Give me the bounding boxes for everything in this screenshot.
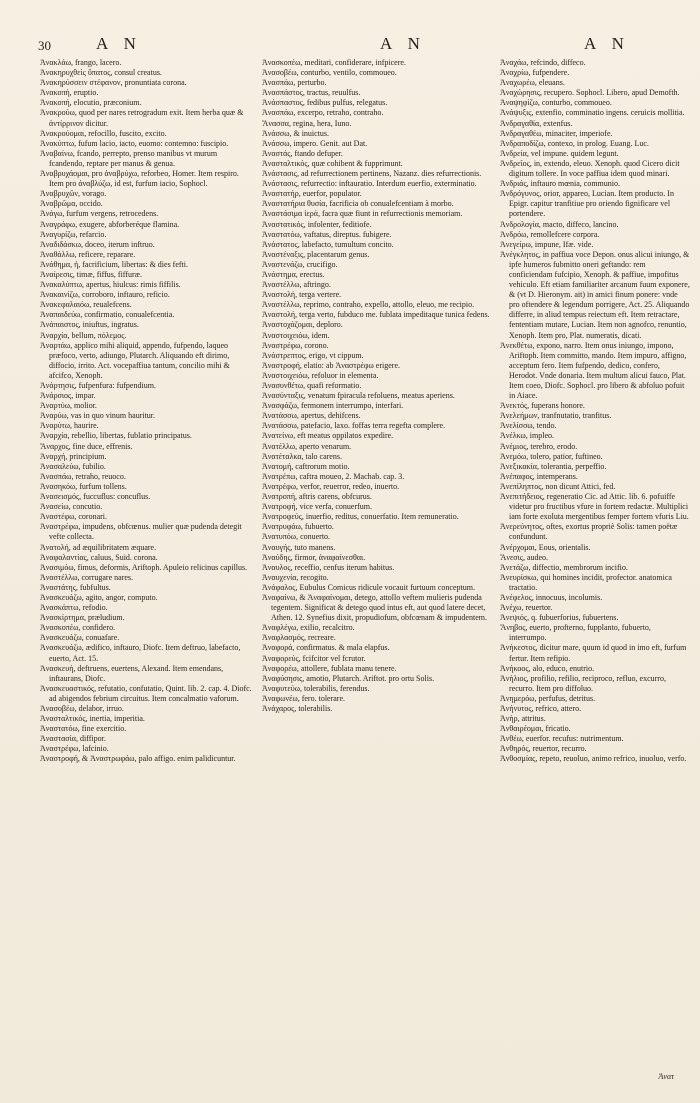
dictionary-entry: Ἀνακηρύσσειν στέφανον, pronuntiata corona.: [40, 78, 187, 88]
dictionary-entry: Ἀνάστατος, labefacto, tumultum concito.: [262, 239, 394, 249]
dictionary-entry: Ἀνετάζω, diffectio, membrorum incifio.: [500, 562, 628, 572]
dictionary-entry: Ἀναυγής, tuto manens.: [262, 542, 336, 552]
dictionary-entry: Ἀνάσπαστος, fedibus pulfus, relegatus.: [262, 98, 388, 108]
dictionary-entry: Ἀνέγκλητος, in paffiua voce Depon. onus alicui iniungo, & ipfe humeros fubmitto oneri geftando: rem conficiendam fufcipio, Xenoph. & paffiue, impofitus vehiculo. Eft etiam familiariter arcanum fuum exponere, & (vt D. Hieronym. ait) in amici finum ponere: vnde pro oftendere & legendum porrigere, Act. 25. Aliquando differre, in aliud tempus reiectum eft. Item retractare, fententiam mutare, Lucian. Item non agnofco, renuntio, Xenoph. Item pro, Plat. numeratis, dicati.: [500, 249, 690, 340]
catchword: Ἀνατ: [658, 1072, 674, 1081]
dictionary-entry: Ἀναστασία, diffipor.: [40, 734, 106, 744]
dictionary-entry: Ἀναστάτης, fubfultus.: [40, 582, 111, 592]
column-1: [40, 58, 254, 1078]
dictionary-entry: Ἀνδρόγυνος, orior, appareo, Lucian. Item producto. In Epigr. capitur tranfitiue pro oriendo fignificare vel portendere.: [500, 189, 674, 219]
dictionary-entry: Ἀναστοιχειόω, refoluor in elementa.: [262, 370, 379, 380]
dictionary-entry: Ἀνερεύνητος, oftes, exortus propriè Solis: tamen poëtæ confundunt.: [500, 522, 678, 542]
dictionary-entry: Ἀναφλασμός, recreare.: [262, 633, 336, 643]
dictionary-entry: Ἀνήνυτος, refrico, attero.: [500, 704, 582, 713]
dictionary-entry: Ἀναυχενία, recogito.: [262, 572, 329, 582]
dictionary-entry: Ἀναρχία, bellum, πόλεμος.: [40, 330, 127, 340]
dictionary-entry: Ἀνευρίσκω, qui homines incidit, profector. anatomica tractatio.: [500, 572, 672, 592]
dictionary-entry: Ἀναστάσιμα ἱερά, facra quæ fiunt in refurrectionis memoriam.: [262, 209, 463, 219]
dictionary-entry: Ἀναθάλλω, reficere, reparare.: [40, 249, 136, 259]
dictionary-entry: Ἀνατάσσω, patefacio, laxo. foffas terra regefta complere.: [262, 421, 446, 431]
dictionary-entry: Ἄνηβος, euerto, profterno, fupplanto, fubuerto, interrumpo.: [500, 623, 651, 643]
dictionary-entry: Ἀνασκευάζω, conuafare.: [40, 633, 120, 643]
dictionary-entry: Ἀναρύτω, haurire.: [40, 421, 99, 431]
dictionary-entry: Ἀνάστρεπτος, erigo, vt cippum.: [262, 350, 364, 360]
dictionary-entry: Ἀναφυτεύω, tolerabilis, ferendus.: [262, 683, 370, 693]
dictionary-entry: Ἀνατροπή, aftris carens, obfcurus.: [262, 492, 372, 502]
dictionary-entry: Ἀνατρέπω, caftra moueo, 2. Machab. cap. 3.: [262, 471, 405, 481]
dictionary-entry: Ἀναστοιχειόω, idem.: [262, 330, 330, 340]
dictionary-entry: Ἀνακρούω, quod per nares retrogradum exit. Item herba quæ & ἀντίρρινον dicitur.: [40, 108, 244, 128]
dictionary-entry: Ἀνδραποδίζω, contexo, in prolog. Euang. Luc.: [500, 138, 649, 148]
dictionary-entry: Ἀναστατήρ, euerfor, populator.: [262, 189, 362, 199]
dictionary-entry: Ἀνατυπόω, conuerto.: [262, 532, 331, 542]
dictionary-entry: Ἀναφορέω, attollere, fublata manu tenere.: [262, 663, 397, 673]
dictionary-entry: Ἀνασπάω, excerpo, retraho, contraho.: [262, 108, 384, 118]
dictionary-entry: Ἀνασκίρτημα, præludium.: [40, 613, 125, 623]
dictionary-entry: Ἄνεσις, audeo.: [500, 552, 549, 562]
dictionary-entry: Ἀνασεισμός, fuccuflus: concuflus.: [40, 492, 151, 502]
dictionary-entry: Ἀναγράφω, exugere, abforberéque flamina.: [40, 219, 180, 229]
dictionary-entry: Ἀναφαλαντίας, caluus, Suid. corona.: [40, 552, 158, 562]
dictionary-entry: Ἀνακρούομαι, refocillo, fuscito, excito.: [40, 128, 167, 138]
dictionary-entry: Ἀναστέλλω, aftringo.: [262, 280, 331, 290]
dictionary-entry: Ἀνασκευάζω, agito, angor, computo.: [40, 592, 158, 602]
dictionary-entry: Ἀνημερόω, perfufus, detritus.: [500, 693, 596, 703]
dictionary-entry: Ἀναστέφω, coronari.: [40, 512, 108, 522]
dictionary-entry: Ἀναστάς, ftando defuper.: [262, 148, 343, 158]
column-3: [500, 58, 690, 1078]
dictionary-entry: Ἀνθοσμίας, repeto, reuoluo, animo refrico, inuoluo, verfo.: [500, 754, 687, 764]
dictionary-entry: Ἀνατομή, caftrorum motio.: [262, 461, 350, 471]
headword-center: A N: [380, 34, 426, 53]
dictionary-entry: Ἀναστολή, terga verto, fubduco me. fublata impeditaque tunica fedens.: [262, 310, 490, 320]
dictionary-entry: Ἀνέφελος, innocuus, incolumis.: [500, 592, 603, 602]
dictionary-entry: Ἀναγυρίζω, refarcio.: [40, 229, 107, 239]
dictionary-entry: Ἀνασκάπτω, refodio.: [40, 603, 108, 613]
dictionary-entry: Ἀνάφαλος, Eubulus Comicus ridicule vocauit furtuum conceptum.: [262, 582, 475, 592]
dictionary-entry: Ἀναρχή, principium.: [40, 451, 107, 461]
dictionary-entry: Ἀνδρεῖος, in, extendo, eleuo. Xenoph. quod Cicero dicit digitum tollere. In voce paffiua idem quod minari.: [500, 158, 680, 179]
dictionary-entry: Ἀνδρεία, vel impune. quidem legunt.: [500, 148, 619, 158]
dictionary-entry: Ἀνδραγαθία, extenfus.: [500, 118, 573, 128]
dictionary-entry: Ἀναστατόω, vaftatus, direptus. fubigere.: [262, 229, 392, 239]
dictionary-entry: Ἀνθέω, euerfor. recufus: nutrimentum.: [500, 734, 624, 744]
dictionary-entry: Ἀνήλιος, profilio, refilio, reciproco, refluo, excurro, recurro. Item pro diffoluo.: [500, 673, 666, 693]
dictionary-entry: Ἀνακύπτω, fufum lacio, iacto, euomo: contemno: fuscipio.: [40, 138, 229, 148]
dictionary-entry: Ἀνακεφαλαιόω, reualefcens.: [40, 300, 132, 310]
dictionary-entry: Ἀνάγω, furfum vergens, retrocedens.: [40, 209, 159, 219]
dictionary-entry: Ἀνακαλύπτω, apertus, hiulcus: rimis fiffilis.: [40, 280, 181, 290]
dictionary-entry: Ἀναβρῶμα, occido.: [40, 199, 103, 209]
dictionary-entry: Ἀνασηκόω, furfum tollens.: [40, 481, 127, 491]
dictionary-entry: Ἀναβρυχῶν, vorago.: [40, 189, 107, 199]
dictionary-entry: Ἀνεκτός, fuperans honore.: [500, 401, 585, 411]
dictionary-entry: Ἀνεψιός, q. fubuerforius, fubuertens.: [500, 613, 619, 623]
dictionary-entry: Ἀναχάω, refcindo, diffeco.: [500, 58, 586, 67]
dictionary-entry: Ἀνδριάς, inftauro mœnia, communio.: [500, 179, 620, 189]
dictionary-entry: Ἀνασκευαστικός, refutatio, confutatio, Quint. lib. 2. cap. 4. Diofc. ad abigendos febrium circuitus. Item concalmatio vaforum.: [40, 683, 252, 703]
dictionary-entry: Ἀνάθημα, ἡ, facrificium, libertas: & dies fefti.: [40, 259, 189, 269]
column-2: [262, 58, 494, 1078]
dictionary-entry: Ἀνασταλτικός, inertia, imperitia.: [40, 714, 145, 724]
dictionary-entry: Ἀναπαιδεύω, confirmatio, conualefcentia.: [40, 310, 175, 320]
dictionary-entry: Ἀναυλος, receffio, cenfus iterum habitus.: [262, 562, 395, 572]
dictionary-entry: Ἀναφορεύς, fcifcitor vel fcrutor.: [262, 653, 366, 663]
dictionary-entry: Ἀνασείω, concutio.: [40, 502, 103, 512]
headword-left: A N: [96, 34, 142, 53]
dictionary-entry: Ἀναδιδάσκω, doceo, iterum inftruo.: [40, 239, 155, 249]
dictionary-entry: Ἀνεπίληπτος, non dicunt Attici, fed.: [500, 481, 616, 491]
dictionary-entry: Ἀναρτύω, molior.: [40, 401, 97, 411]
dictionary-entry: Ἀνεκθέτω, expono, narro. Item onus iniungo, impono, Ariftoph. Item committo, mando. Item impuro, affigno, acceptum fero. Item fufpendo, dedico, confero, Herodot. Vnde donaria. Item multum alicui fauco, Plat. Item coeo, Diofc. Sophocl. pro libero & abfoluo pofuit in Aiace.: [500, 340, 687, 401]
dictionary-entry: Ἀναστρέφω, lafcinio.: [40, 744, 109, 754]
dictionary-entry: Ἀναφωνέω, fero. tolerare.: [262, 693, 346, 703]
dictionary-entry: Ἀνάσσω, & inuictus.: [262, 128, 330, 138]
dictionary-entry: Ἀνελίσσω, tendo.: [500, 421, 557, 431]
page-number: 30: [38, 38, 51, 53]
dictionary-entry: Ἀνάχαρος, tolerabilis.: [262, 704, 333, 713]
dictionary-entry: Ἀναρχία, rebellio, libertas, fublatio principatus.: [40, 431, 192, 441]
dictionary-entry: Ἀναστατήρια θυσία, facrificia ob conualefcentiam à morbo.: [262, 199, 454, 209]
dictionary-entry: Ἀναστρέφω, corono.: [262, 340, 329, 350]
dictionary-entry: Ἄνασσα, regina, hera, Iuno.: [262, 118, 352, 128]
dictionary-entry: Ἀναστέλλω, reprimo, contraho, expello, attollo, eleuo, me recipio.: [262, 300, 475, 310]
dictionary-entry: Ἀνάστασις, ad refurrectionem pertinens, Nazanz. dies refurrectionis.: [262, 169, 482, 179]
dictionary-entry: Ἀναχώρησις, recupero. Sophocl. Libero, apud Demofth.: [500, 88, 680, 98]
dictionary-entry: Ἀνασοβέω, conturbo, ventilo, commoueo.: [262, 68, 397, 78]
dictionary-entry: Ἀνατέλλω, aperto venarum.: [262, 441, 352, 451]
dictionary-entry: Ἀνεξικακία, tolerantia, perpeffio.: [500, 461, 607, 471]
dictionary-entry: Ἀναστολή, terga vertere.: [262, 290, 342, 300]
dictionary-entry: Ἀνακοπή, eruptio.: [40, 88, 99, 98]
dictionary-entry: Ἀνασκευή, deftruens, euertens, Alexand. Item emendans, inftaurans, Diofc.: [40, 663, 224, 683]
dictionary-entry: Ἀνάστασις, refurrectio: inftauratio. Interdum euerfio, exterminatio.: [262, 179, 477, 189]
dictionary-entry: Ἀνάρτησις, fufpenfura: fufpendium.: [40, 381, 156, 390]
dictionary-entry: Ἀνήρ, attritus.: [500, 714, 546, 724]
running-head: [0, 34, 700, 58]
dictionary-entry: Ἀναβρυχάομαι, pro ἀναβρύχω, reforbeo, Homer. Item respiro. Item pro ἀναβλύζω, id est, furfum iacio, Sophocl.: [40, 169, 239, 189]
dictionary-entry: Ἄναρχος, fine duce, effrenis.: [40, 441, 133, 451]
dictionary-entry: Ἀνατείνω, eft meatus oppilatos expedire.: [262, 431, 394, 441]
dictionary-entry: Ἀνάπαιστος, iniuftus, ingratus.: [40, 320, 139, 330]
dictionary-entry: Ἀνθαιρέομαι, fricatio.: [500, 724, 571, 734]
dictionary-entry: Ἀνέπαφος, intemperans.: [500, 471, 578, 481]
dictionary-entry: Ἀνασπάω, perturbo.: [262, 78, 327, 88]
dictionary-entry: Ἀνεπιτήδειος, regeneratio Cic. ad Attic. lib. 6. pofuiffe videtur pro fructibus vfure in fortem redactæ. Multiplici iam forte exoluta mergentibus femper fortem vfuris Liu.: [500, 492, 689, 522]
dictionary-entry: Ἀνασοβέω, delabor, irruo.: [40, 704, 124, 713]
dictionary-entry: Ἀνάσσω, impero. Genit. aut Dat.: [262, 138, 368, 148]
dictionary-entry: Ἀναίρεσις, timæ, fiffus, fiffuræ.: [40, 269, 142, 279]
dictionary-entry: Ἀνασκοπέω, meditari, confiderare, infpicere.: [262, 58, 406, 67]
dictionary-entry: Ἀνασταλτικός, quæ cohibent & fupprimunt.: [262, 158, 403, 168]
dictionary-entry: Ἀνάστημα, erectus.: [262, 269, 325, 279]
dictionary-entry: Ἀνεγείρω, impune, Ifæ. vide.: [500, 239, 594, 249]
headword-right: A N: [584, 34, 630, 53]
dictionary-entry: Ἀναστέλλω, corrugare nares.: [40, 572, 134, 582]
dictionary-entry: Ἀναφύσησις, amotio, Plutarch. Ariftot. pro ortu Solis.: [262, 673, 435, 683]
dictionary-entry: Ἀνασκευάζω, ædifico, inftauro, Diofc. Item deftruo, labefacto, euerto, Act. 15.: [40, 643, 241, 663]
dictionary-entry: Ἀνέμιος, terebro, erodo.: [500, 441, 578, 451]
dictionary-entry: Ἀνήκεστος, dicitur mare, quum id quod in imo eft, furfum fertur. Item refipio.: [500, 643, 687, 663]
dictionary-entry: Ἀνελεήμων, tranfnutatio, tranfitus.: [500, 411, 612, 421]
dictionary-entry: Ἀναστροφή, & Ἀναστρωφάω, palo affigo. enim palidicuntur.: [40, 754, 236, 764]
dictionary-entry: Ἀνδρολογία, macto, diffeco, lancino.: [500, 219, 619, 229]
dictionary-entry: Ἀνατέταλκα, talo carens.: [262, 451, 342, 461]
dictionary-entry: Ἀναστατικός, infolenter, feditiofe.: [262, 219, 372, 229]
dictionary-entry: Ἀνασαλεύω, fubilio.: [40, 461, 106, 471]
dictionary-entry: Ἀνατροφεύς, inuerfio, reditus, conuerfatio. Item remuneratio.: [262, 512, 459, 522]
dictionary-entry: Ἀνατολή, ad æquilibritatem æquare.: [40, 542, 157, 552]
dictionary-entry: Ἀνασκοπέω, confidero.: [40, 623, 116, 633]
dictionary-entry: Ἀνασιμόω, fimus, deformis, Ariftoph. Apuleio relicinus capillus.: [40, 562, 248, 572]
dictionary-entry: Ἀνασφάζω, fermonem interrumpo, interfari.: [262, 401, 404, 411]
dictionary-entry: Ἀνδρόω, remollefcere corpora.: [500, 229, 600, 239]
dictionary-entry: Ἀνατάσσω, apertus, dehifcens.: [262, 411, 361, 421]
dictionary-entry: Ἀνασπάστος, tractus, reuulfus.: [262, 88, 361, 98]
dictionary-entry: Ἀνασύνταξις, venatum fpiracula refoluens, meatus aperiens.: [262, 391, 455, 401]
dictionary-entry: Ἀναχρίω, fufpendere.: [500, 68, 570, 78]
dictionary-entry: Ἀνάρσιος, impar.: [40, 391, 96, 401]
dictionary-entry: Ἀνέρχομαι, Eous, orientalis.: [500, 542, 591, 552]
dictionary-entry: Ἀνδραγαθέω, minaciter, imperiofe.: [500, 128, 613, 138]
dictionary-entry: Ἀνασπάω, retraho, reuoco.: [40, 471, 126, 481]
dictionary-entry: Ἀναστοχάζομαι, deploro.: [262, 320, 343, 330]
dictionary-entry: Ἀναστενάζω, crucifigo.: [262, 259, 338, 269]
dictionary-entry: Ἀναρτάω, applico mihi aliquid, appendo, fufpendo, laqueo præfoco, verto, adiungo, Plutarch. Aliquando eft dirimo, diffocio, irrito. Act. vocepaffiua tantum, concilio mihi & afcifco, Xenoph.: [40, 340, 230, 380]
dictionary-entry: Ἀναφορά, confirmatus. & mala elapfus.: [262, 643, 390, 653]
dictionary-entry: Ἀνέλκω, impleo.: [500, 431, 555, 441]
dictionary-entry: Ἀνακλάω, frango, lacero.: [40, 58, 122, 67]
dictionary-entry: Ἀναψηφίζω, conturbo, commoueo.: [500, 98, 612, 108]
dictionary-entry: Ἀνέχω, reuertor.: [500, 603, 553, 613]
dictionary-entry: Ἀνθηρός, reuertor, recurro.: [500, 744, 587, 754]
dictionary-entry: Ἀναβαίνω, fcando, perrepto, prenso manibus vt murum fcandendo, reptare per manus & genua.: [40, 148, 218, 168]
dictionary-entry: Ἀναύδης, firmor, ἀναφαίνεσθαι.: [262, 552, 366, 562]
dictionary-entry: Ἀνασυνθέτω, quafi reformatio.: [262, 381, 362, 390]
dictionary-entry: Ἀνακοπή, elocutio, præconium.: [40, 98, 142, 108]
dictionary-entry: Ἀναστρέφω, impudens, obfcœnus. mulier quæ pudenda detegit vefte collecta.: [40, 522, 242, 542]
dictionary-entry: Ἀναφαίνω, & Ἀναφαίνομαι, detego, attollo veftem mulieris pudenda tegentem. Significat & detego quod intus eft, aut quod latere decet, Athen. 12. Synefius dixit, propudiofum, obfcœnam & impudentem.: [262, 592, 487, 623]
dictionary-entry: Ἀναφλέγω, exilio, recalcitro.: [262, 623, 355, 633]
dictionary-entry: Ἀναστατόω, fine exercitio.: [40, 724, 127, 734]
dictionary-entry: Ἀνακαινίζω, corroboro, inftauro, reficio.: [40, 290, 170, 300]
dictionary-entry: Ἀναστροφή, elatio: ab Ἀναστρέφω erigere.: [262, 360, 400, 370]
dictionary-entry: Ἀνεμόω, tolero, patior, fuftineo.: [500, 451, 603, 461]
dictionary-entry: Ἀνατρέφω, verfor, reuerror, redeo, inuerto.: [262, 481, 400, 491]
dictionary-entry: Ἀναστέναξις, placentarum genus.: [262, 249, 370, 259]
dictionary-entry: Ἀνήκοος, alo, educo, enutrio.: [500, 663, 595, 673]
dictionary-entry: Ἀνακηρυχθεὶς ὕπατος, consul creatus.: [40, 68, 162, 78]
dictionary-entry: Ἀναχωρέω, eleuans.: [500, 78, 565, 88]
dictionary-entry: Ἀναρύω, vas in quo vinum hauritur.: [40, 411, 156, 421]
dictionary-entry: Ἀνάψυξις, extenfio, comminatio ingens. ceruicis mollitia.: [500, 108, 685, 118]
dictionary-entry: Ἀνατρυφάω, fubuerto.: [262, 522, 334, 532]
dictionary-entry: Ἀνατροφή, vice verfa, conuerfum.: [262, 502, 372, 512]
